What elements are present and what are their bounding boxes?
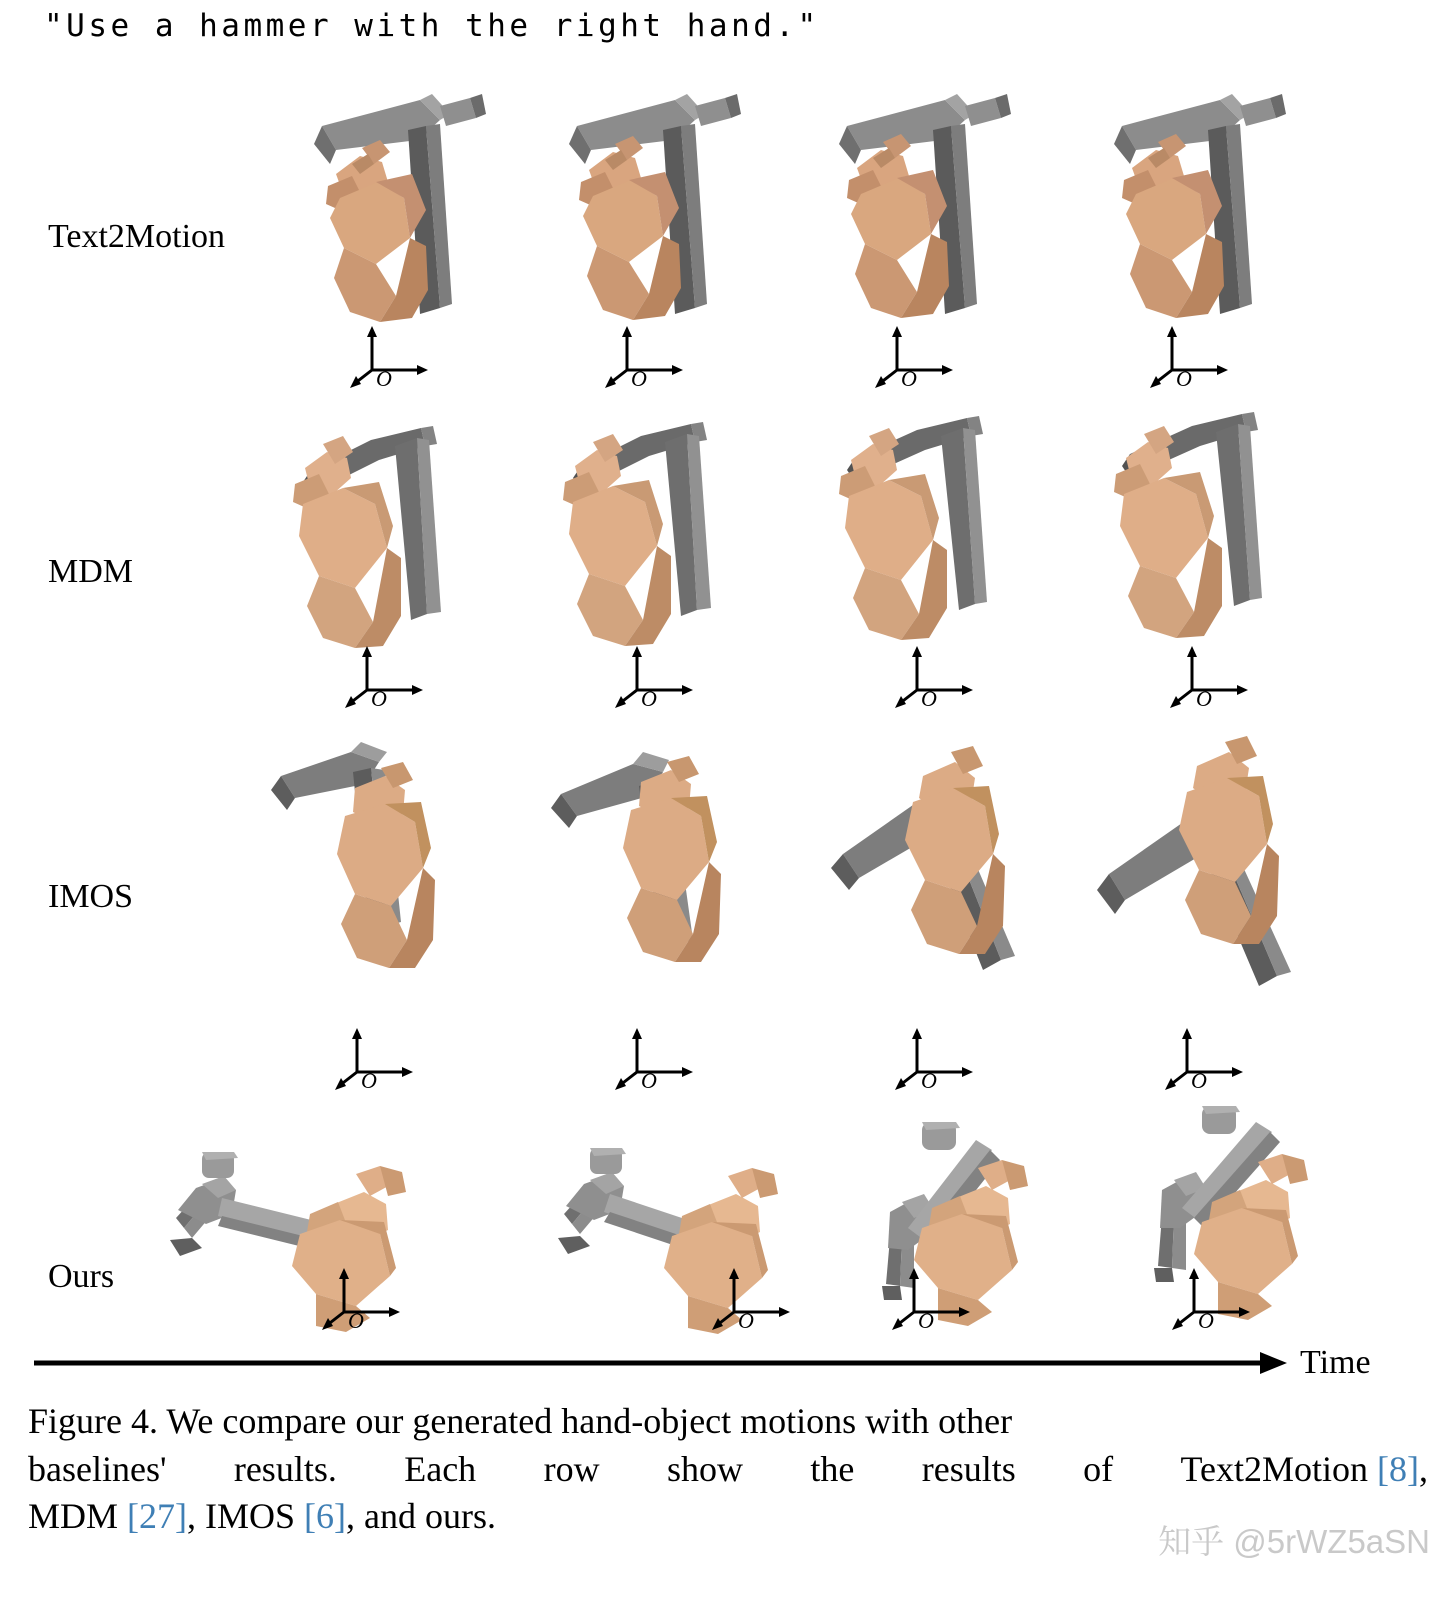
- svg-text:O: O: [1191, 1068, 1207, 1093]
- axis-gizmo: [895, 1028, 973, 1093]
- svg-text:O: O: [901, 366, 917, 391]
- caption-word: row: [543, 1448, 600, 1489]
- hand-mesh: [1179, 736, 1279, 944]
- axis-gizmo: [1170, 646, 1248, 711]
- caption-word: results.: [233, 1448, 337, 1489]
- axis-gizmo: [615, 646, 693, 711]
- svg-text:O: O: [641, 686, 657, 711]
- hand-mesh: [905, 746, 1005, 954]
- caption-word: Text2Motion: [1180, 1448, 1369, 1489]
- figure-row-mdm: [0, 408, 1456, 728]
- svg-text:O: O: [1196, 686, 1212, 711]
- svg-text:O: O: [631, 366, 647, 391]
- caption-word: of: [1083, 1448, 1114, 1489]
- caption-word: the: [810, 1448, 855, 1489]
- svg-text:O: O: [348, 1308, 364, 1333]
- hand-mesh: [1114, 426, 1222, 638]
- prompt-text: "Use a hammer with the right hand.": [44, 8, 820, 44]
- frame-cell: [830, 1088, 1130, 1348]
- axis-gizmo: [1165, 1028, 1243, 1093]
- hand-mesh: [1122, 134, 1224, 318]
- frame-cell: [1100, 408, 1390, 711]
- hand-mesh: [847, 134, 949, 318]
- svg-text:O: O: [361, 1068, 377, 1093]
- figure-row-imos: [0, 728, 1456, 1118]
- time-axis-label: Time: [1300, 1344, 1371, 1381]
- frame-cell: [825, 408, 1115, 711]
- svg-text:O: O: [641, 1068, 657, 1093]
- frame-cell: [275, 408, 565, 711]
- figure-grid: [0, 78, 1456, 1348]
- row-label-ours: Ours: [48, 1258, 115, 1295]
- row-label-text2motion: Text2Motion: [48, 218, 226, 255]
- svg-text:O: O: [371, 686, 387, 711]
- svg-text:O: O: [921, 1068, 937, 1093]
- caption-word-with-ref: [1181, 1446, 1428, 1494]
- caption-line-1: Figure 4. We compare our generated hand-object motions with other: [28, 1401, 1013, 1441]
- frame-cell: [300, 78, 590, 391]
- axis-gizmo: [875, 326, 953, 391]
- figure-row-text2motion: [0, 78, 1456, 408]
- hand-mesh: [839, 428, 947, 640]
- caption-word: baselines': [28, 1448, 167, 1489]
- frame-cell: [1110, 1088, 1410, 1348]
- row-label-imos: IMOS: [48, 878, 134, 915]
- watermark: 知乎 @5rWZ5aSN: [1158, 1523, 1430, 1560]
- svg-text:O: O: [1176, 366, 1192, 391]
- frame-cell: [555, 78, 845, 391]
- caption-line-2: [28, 1446, 1428, 1494]
- axis-gizmo: [605, 326, 683, 391]
- caption-text: MDM: [28, 1496, 128, 1537]
- frame-cell: [825, 78, 1115, 391]
- frame-cell: [1085, 728, 1375, 1108]
- citation-ref-27[interactable]: [27]: [127, 1496, 188, 1537]
- svg-text:O: O: [918, 1308, 934, 1333]
- axis-gizmo: [335, 1028, 413, 1093]
- axis-gizmo: [345, 646, 423, 711]
- hand-mesh: [293, 436, 401, 648]
- citation-ref-6[interactable]: [6]: [304, 1496, 347, 1537]
- caption-word: show: [666, 1448, 743, 1489]
- frame-cell: [140, 1088, 470, 1348]
- caption-word: Each: [404, 1448, 477, 1489]
- svg-text:O: O: [738, 1308, 754, 1333]
- frame-cell: [530, 1088, 860, 1348]
- caption-word: results: [921, 1448, 1016, 1489]
- svg-text:O: O: [376, 366, 392, 391]
- citation-ref-8[interactable]: [8]: [1377, 1448, 1419, 1489]
- figure-row-ours: [0, 1088, 1456, 1348]
- frame-cell: [535, 728, 825, 1108]
- svg-text:O: O: [1198, 1308, 1214, 1333]
- hand-mesh: [563, 434, 671, 646]
- hand-mesh: [337, 762, 435, 968]
- axis-gizmo: [895, 646, 973, 711]
- hand-mesh: [664, 1168, 778, 1334]
- axis-gizmo: [350, 326, 428, 391]
- caption-text: , IMOS: [187, 1496, 305, 1537]
- frame-cell: [545, 408, 835, 711]
- caption-punct: ,: [1419, 1448, 1428, 1489]
- svg-text:O: O: [921, 686, 937, 711]
- time-axis-arrow: [32, 1352, 1292, 1382]
- axis-gizmo: [615, 1028, 693, 1093]
- frame-cell: [1100, 78, 1390, 391]
- frame-cell: [255, 728, 545, 1108]
- frame-cell: [815, 728, 1105, 1108]
- caption-text: , and ours.: [346, 1496, 497, 1537]
- axis-gizmo: [1150, 326, 1228, 391]
- row-label-mdm: MDM: [48, 553, 134, 590]
